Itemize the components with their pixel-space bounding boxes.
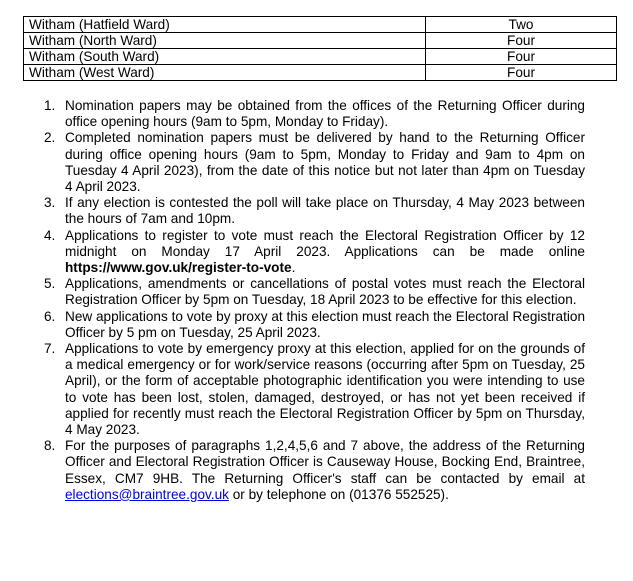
elections-email-link[interactable]: elections@braintree.gov.uk [65, 486, 229, 502]
note-text: Nomination papers may be obtained from the offices of the Returning Officer during office opening hours (9am to 5pm, Monday to Friday). [65, 98, 585, 130]
note-text: Applications to vote by emergency proxy at this election, applied for on the grounds of a medical emergency or for work/service reasons (occurring after 5pm on Tuesday, 25 April), or the form of acceptable photographic identification you were intending to use to vote has been lost, stolen, damaged, destroyed, or has not yet been received if applied for recently must reach the Electoral Registration Officer by 5pm on Thursday, 4 May 2023. [65, 341, 585, 438]
list-item [44, 98, 585, 130]
note-number: 6. [44, 308, 56, 324]
note-text: Applications, amendments or cancellations of postal votes must reach the Electoral Registration Officer by 5pm on Tuesday, 18 April 2023 to be effective for this election. [65, 276, 585, 308]
note-text: Applications to register to vote must reach the Electoral Registration Officer by 12 midnight on Monday 17 April 2023. Applications can be made online [65, 227, 585, 259]
list-item [44, 228, 585, 277]
ward-name-cell: Witham (North Ward) [24, 33, 426, 49]
list-item [44, 309, 585, 341]
register-to-vote-url: https://www.gov.uk/register-to-vote [65, 260, 292, 276]
note-text-end: or by telephone on (01376 552525). [232, 486, 449, 502]
table-row [24, 65, 617, 81]
note-number: 3. [44, 195, 56, 211]
ward-seats-cell: Two [426, 17, 617, 33]
list-item [44, 341, 585, 438]
note-text: For the purposes of paragraphs 1,2,4,5,6 and 7 above, the address of the Returning Officer and Electoral Registration Officer is Causeway House, Bocking End, Braintree, Essex, CM7 9HB. The Returning Officer's staff can be contacted by email at [65, 438, 585, 486]
list-item [44, 130, 585, 195]
table-row [24, 49, 617, 65]
note-text: New applications to vote by proxy at this election must reach the Electoral Registration Officer by 5 pm on Tuesday, 25 April 2023. [65, 308, 585, 340]
ward-seats-cell: Four [426, 33, 617, 49]
notes-list [44, 98, 585, 503]
note-number: 7. [44, 341, 56, 357]
note-number: 1. [44, 98, 56, 113]
note-text-end: . [291, 260, 296, 276]
list-item [44, 195, 585, 227]
note-text: Completed nomination papers must be delivered by hand to the Returning Officer during office opening hours (9am to 5pm, Monday to Friday and 9am to 4pm on Tuesday 4 April 2023), from the date of this notice but not later than 4pm on Tuesday 4 April 2023. [65, 130, 585, 195]
ward-seats-cell: Four [426, 49, 617, 65]
list-item [44, 276, 585, 308]
table-row [24, 33, 617, 49]
ward-name-cell: Witham (West Ward) [24, 65, 426, 81]
ward-seats-table [23, 16, 617, 81]
note-number: 8. [44, 438, 56, 454]
note-number: 2. [44, 130, 56, 146]
table-row [24, 17, 617, 33]
list-item [44, 438, 585, 503]
ward-seats-cell: Four [426, 65, 617, 81]
ward-name-cell: Witham (Hatfield Ward) [24, 17, 426, 33]
ward-name-cell: Witham (South Ward) [24, 49, 426, 65]
note-text: If any election is contested the poll will take place on Thursday, 4 May 2023 between the hours of 7am and 10pm. [65, 195, 585, 227]
note-number: 4. [44, 227, 56, 243]
note-number: 5. [44, 276, 56, 292]
